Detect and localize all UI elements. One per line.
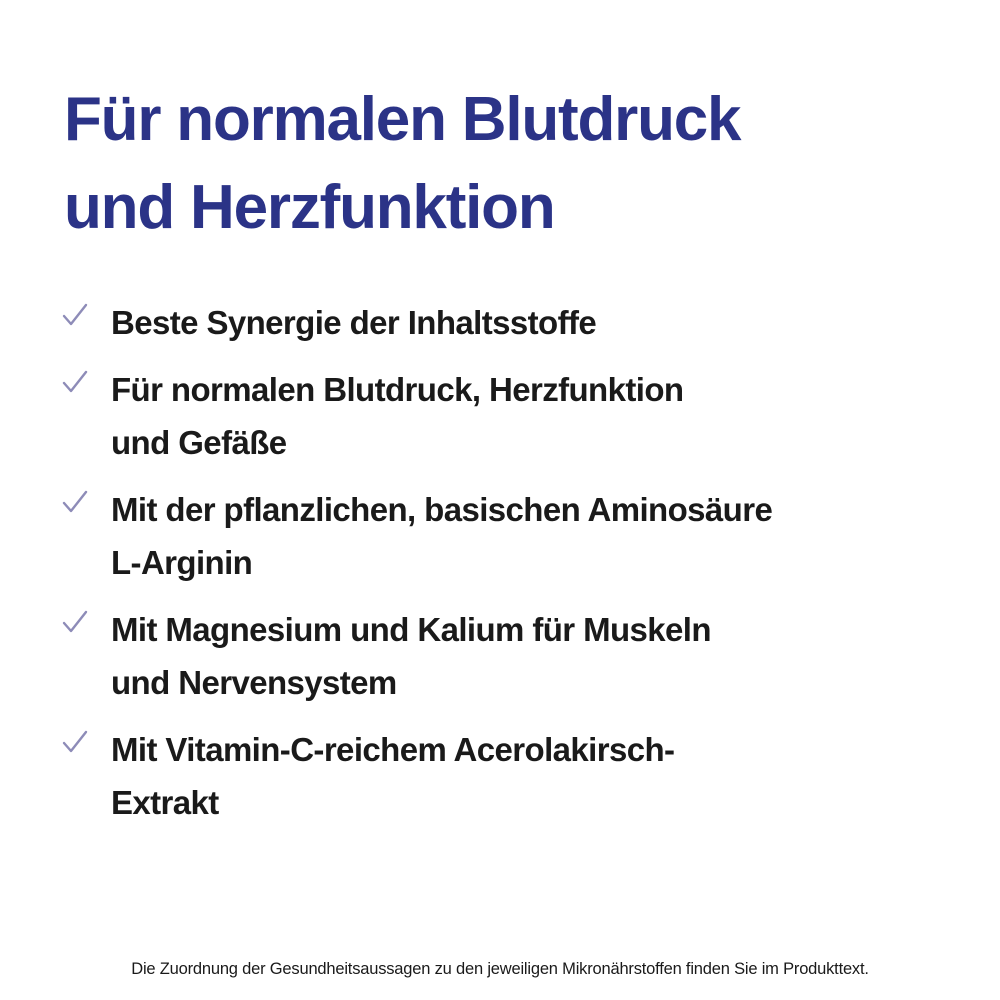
benefit-text-continued: L-Arginin bbox=[111, 544, 253, 581]
check-icon bbox=[62, 302, 88, 328]
headline bbox=[64, 76, 964, 252]
benefit-item-magnesium-potassium bbox=[62, 603, 962, 709]
benefit-text: Mit der pflanzlichen, basischen Aminosäure bbox=[111, 491, 773, 528]
benefit-text: Mit Vitamin-C-reichem Acerolakirsch- bbox=[111, 731, 675, 768]
check-icon bbox=[62, 729, 88, 755]
benefit-text: Für normalen Blutdruck, Herzfunktion bbox=[111, 371, 684, 408]
headline-line-2: und Herzfunktion bbox=[64, 173, 555, 242]
benefit-item-blood-pressure bbox=[62, 363, 962, 469]
headline-line-1: Für normalen Blutdruck bbox=[64, 85, 741, 154]
check-icon bbox=[62, 489, 88, 515]
benefit-text-continued: und Nervensystem bbox=[111, 664, 397, 701]
check-icon bbox=[62, 369, 88, 395]
benefit-text-continued: und Gefäße bbox=[111, 424, 287, 461]
benefit-text: Beste Synergie der Inhaltsstoffe bbox=[111, 304, 597, 341]
benefit-list bbox=[62, 296, 962, 843]
benefit-item-synergy bbox=[62, 296, 962, 349]
benefit-item-vitamin-c bbox=[62, 723, 962, 829]
footnote: Die Zuordnung der Gesundheitsaussagen zu den jeweiligen Mikronährstoffen finden Sie im Produkttext. bbox=[131, 960, 869, 978]
benefit-text-continued: Extrakt bbox=[111, 784, 219, 821]
benefit-item-arginine bbox=[62, 483, 962, 589]
check-icon bbox=[62, 609, 88, 635]
benefit-text: Mit Magnesium und Kalium für Muskeln bbox=[111, 611, 711, 648]
